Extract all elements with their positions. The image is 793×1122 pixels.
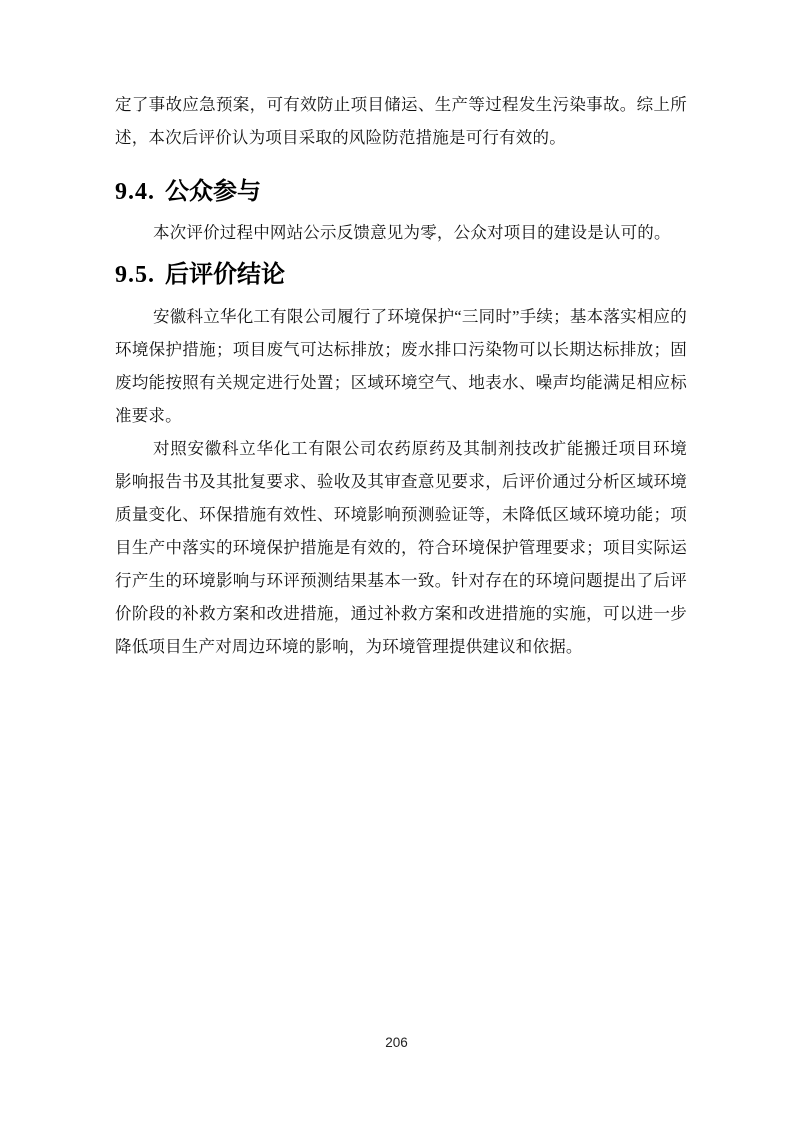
page-content xyxy=(115,88,687,663)
paragraph-continuation: 定了事故应急预案，可有效防止项目储运、生产等过程发生污染事故。综上所述，本次后评价认为项目采取的风险防范措施是可行有效的。 xyxy=(115,95,687,147)
paragraph-conclusion-2: 对照安徽科立华化工有限公司农药原药及其制剂技改扩能搬迁项目环境影响报告书及其批复要求、验收及其审查意见要求，后评价通过分析区域环境质量变化、环保措施有效性、环境影响预测验证等，未降低区域环境功能；项目生产中落实的环境保护措施是有效的，符合环境保护管理要求；项目实际运行产生的环境影响与环评预测结果基本一致。针对存在的环境问题提出了后评价阶段的补救方案和改进措施，通过补救方案和改进措施的实施，可以进一步降低项目生产对周边环境的影响，为环境管理提供建议和依据。 xyxy=(115,439,687,656)
section-number-9-4: 9.4. xyxy=(115,179,155,205)
section-heading-9-4 xyxy=(115,176,687,208)
section-title-9-5: 后评价结论 xyxy=(165,261,285,288)
section-heading-9-5 xyxy=(115,259,687,291)
page-number: 206 xyxy=(385,1035,408,1050)
section-title-9-4: 公众参与 xyxy=(165,178,261,205)
paragraph-public-participation: 本次评价过程中网站公示反馈意见为零，公众对项目的建设是认可的。 xyxy=(153,223,671,242)
section-number-9-5: 9.5. xyxy=(115,262,155,288)
paragraph-conclusion-1: 安徽科立华化工有限公司履行了环境保护“三同时”手续；基本落实相应的环境保护措施；项目废气可达标排放；废水排口污染物可以长期达标排放；固废均能按照有关规定进行处置；区域环境空气、地表水、噪声均能满足相应标准要求。 xyxy=(115,307,687,425)
page-footer xyxy=(0,1034,793,1052)
